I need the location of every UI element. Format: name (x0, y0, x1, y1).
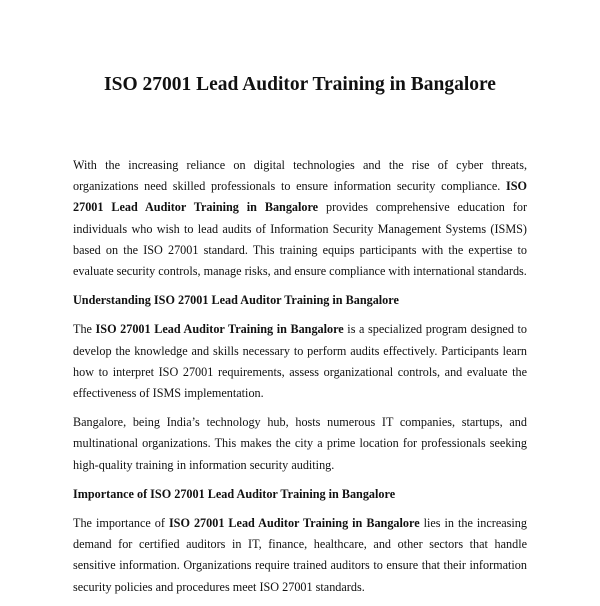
understanding-text-2: is a specialized program designed to develop the knowledge and skills necessary to perform audits effectively. Participants learn how to interpret ISO 27001 requirements, assess organizational controls, and evaluate the effectiveness of ISMS implementation. (73, 322, 528, 401)
understanding-text-1: The (73, 322, 96, 337)
intro-bold-1: ISO 27001 Lead Auditor Training in Bangalore (73, 179, 527, 215)
page-title: ISO 27001 Lead Auditor Training in Bangalore (104, 74, 496, 95)
understanding-paragraph-1 (73, 319, 527, 404)
intro-text-2: provides comprehensive education for individuals who wish to lead audits of Information Security Management Systems (ISMS) based on the ISO 27001 standard. This training equips participants with the expertise to evaluate security controls, manage risks, and ensure compliance with international standards. (73, 200, 527, 279)
importance-bold-1: ISO 27001 Lead Auditor Training in Bangalore (168, 516, 420, 531)
importance-text-1: The importance of (73, 516, 169, 531)
understanding-bold-1: ISO 27001 Lead Auditor Training in Bangalore (95, 322, 344, 337)
document-body (73, 155, 527, 606)
understanding-paragraph-2: Bangalore, being India’s technology hub, hosts numerous IT companies, startups, and multinational organizations. This makes the city a prime location for professionals seeking high-quality training in information security auditing. (73, 415, 527, 472)
intro-text-1: With the increasing reliance on digital technologies and the rise of cyber threats, organizations need skilled professionals to ensure information security compliance. (73, 158, 527, 194)
intro-paragraph (73, 155, 527, 282)
section-heading-importance: Importance of ISO 27001 Lead Auditor Training in Bangalore (73, 486, 396, 501)
importance-text-2: lies in the increasing demand for certified auditors in IT, finance, healthcare, and other sectors that handle sensitive information. Organizations require trained auditors to ensure that their information security policies and procedures meet ISO 27001 standards. (73, 516, 527, 594)
section-heading-understanding: Understanding ISO 27001 Lead Auditor Training in Bangalore (73, 293, 399, 308)
importance-paragraph-1 (73, 513, 527, 598)
